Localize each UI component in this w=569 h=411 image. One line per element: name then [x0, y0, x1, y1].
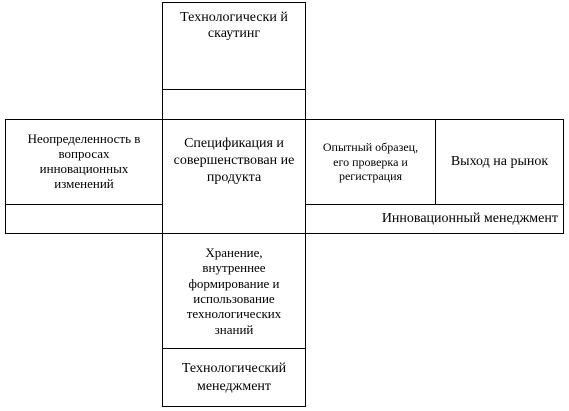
lower-box-label: Хранение, внутреннее формирование и использование технологических знаний [186, 245, 282, 337]
center-box [162, 119, 306, 234]
top-connector-box [162, 89, 306, 120]
top-box-label: Технологически й скаутинг [180, 10, 288, 42]
innovation-management-label: Инновационный менеджмент [381, 211, 558, 226]
bottom-box [162, 348, 306, 407]
right-box-prototype-label: Опытный образец, его проверка и регистрация [322, 140, 419, 184]
center-box-label: Спецификация и совершенствован ие продукта [173, 136, 295, 185]
right-box-market [435, 119, 564, 205]
right-box-prototype [305, 119, 436, 205]
left-box-label: Неопределенность в вопросах инновационных изменений [27, 131, 141, 191]
lower-box [162, 233, 306, 349]
right-box-market-label: Выход на рынок [450, 154, 549, 170]
left-box [5, 119, 163, 205]
left-strip [5, 204, 163, 234]
bottom-box-label: Технологический менеджмент [181, 361, 287, 394]
